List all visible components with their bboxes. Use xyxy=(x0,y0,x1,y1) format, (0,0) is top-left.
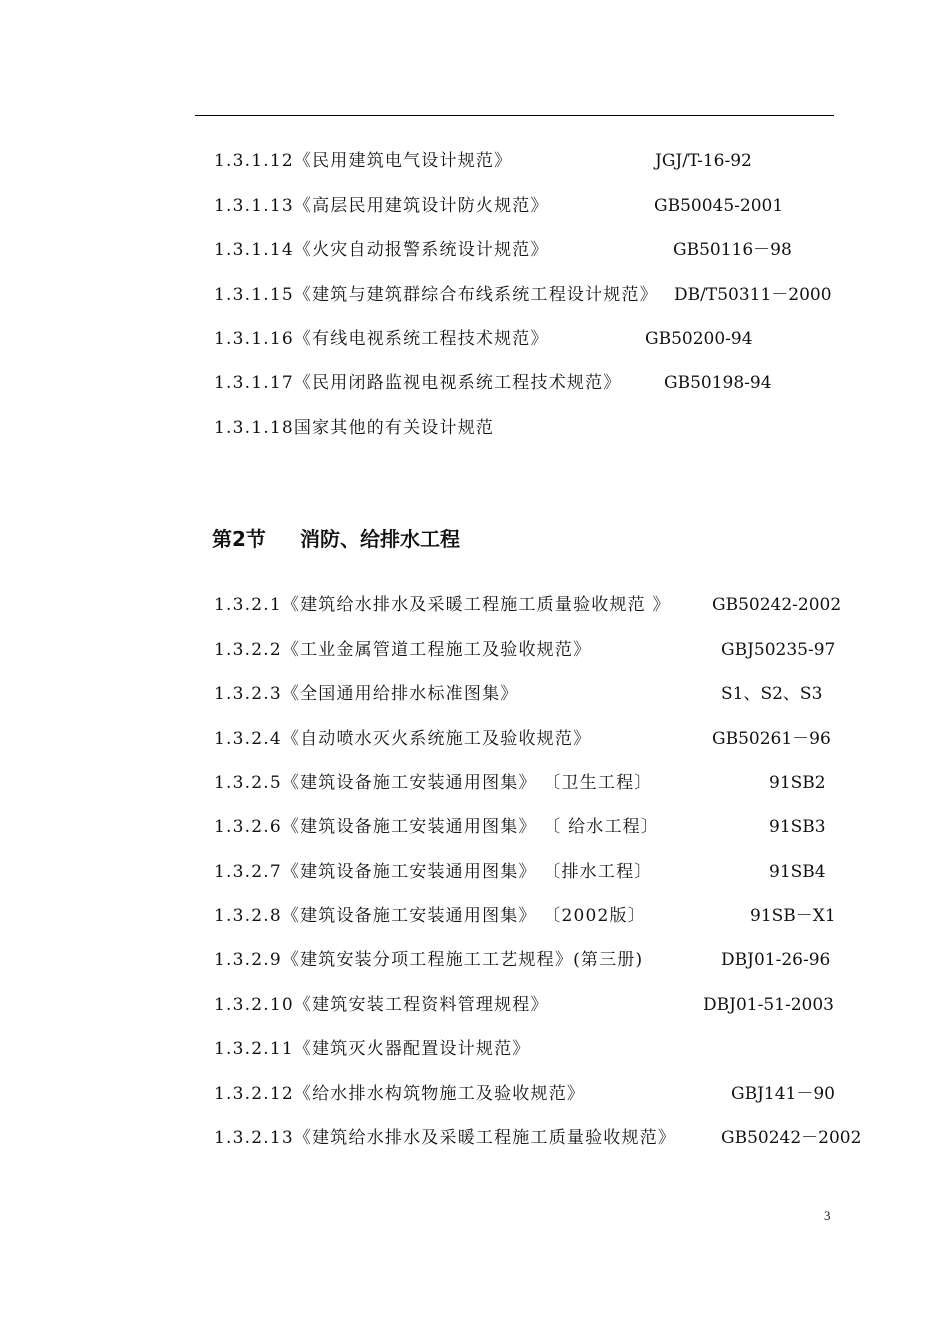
standard-title: 1.3.2.13《建筑给水排水及采暖工程施工质量验收规范》 xyxy=(214,1128,677,1148)
standard-code: GBJ50235-97 xyxy=(721,640,836,660)
standard-code: DBJ01-51-2003 xyxy=(703,995,834,1015)
standard-code: GBJ141－90 xyxy=(731,1084,835,1104)
section-title: 消防、给排水工程 xyxy=(300,527,460,551)
page-number: 3 xyxy=(824,1208,831,1223)
standard-title: 1.3.2.9《建筑安装分项工程施工工艺规程》(第三册) xyxy=(214,950,644,970)
standard-title: 1.3.1.17《民用闭路监视电视系统工程技术规范》 xyxy=(214,373,622,393)
standard-code: 91SB－X1 xyxy=(750,906,836,926)
list-item xyxy=(0,770,950,796)
standard-code: GB50045-2001 xyxy=(654,196,784,216)
list-item xyxy=(0,326,950,352)
section-heading xyxy=(212,524,460,554)
list-item xyxy=(0,726,950,752)
standard-code: DBJ01-26-96 xyxy=(721,950,831,970)
standard-title: 1.3.2.12《给水排水构筑物施工及验收规范》 xyxy=(214,1084,586,1104)
list-item xyxy=(0,415,950,441)
standard-title: 1.3.2.2《工业金属管道工程施工及验收规范》 xyxy=(214,640,592,660)
list-item xyxy=(0,148,950,174)
list-item xyxy=(0,193,950,219)
standard-code: GB50261－96 xyxy=(712,729,831,749)
standard-title: 1.3.2.5《建筑设备施工安装通用图集》 〔卫生工程〕 xyxy=(214,773,653,793)
standard-title: 1.3.2.3《全国通用给排水标准图集》 xyxy=(214,684,519,704)
list-item xyxy=(0,237,950,263)
standard-title: 1.3.1.15《建筑与建筑群综合布线系统工程设计规范》 xyxy=(214,285,658,305)
section-number: 第2节 xyxy=(212,527,266,551)
standard-title: 1.3.2.6《建筑设备施工安装通用图集》 〔 给水工程〕 xyxy=(214,817,660,837)
list-item xyxy=(0,903,950,929)
standard-title: 1.3.1.18国家其他的有关设计规范 xyxy=(214,418,495,438)
standard-title: 1.3.2.8《建筑设备施工安装通用图集》 〔2002版〕 xyxy=(214,906,646,926)
list-item xyxy=(0,681,950,707)
standard-code: 91SB4 xyxy=(769,862,826,882)
standard-code: GB50242－2002 xyxy=(721,1128,862,1148)
standard-title: 1.3.2.11《建筑灭火器配置设计规范》 xyxy=(214,1039,531,1059)
list-item xyxy=(0,947,950,973)
standard-code: S1、S2、S3 xyxy=(721,684,823,704)
standard-title: 1.3.1.16《有线电视系统工程技术规范》 xyxy=(214,329,549,349)
standard-title: 1.3.1.12《民用建筑电气设计规范》 xyxy=(214,151,513,171)
standard-title: 1.3.2.10《建筑安装工程资料管理规程》 xyxy=(214,995,549,1015)
list-item xyxy=(0,370,950,396)
standard-code: 91SB3 xyxy=(769,817,826,837)
standard-code: 91SB2 xyxy=(769,773,826,793)
standard-title: 1.3.2.4《自动喷水灭火系统施工及验收规范》 xyxy=(214,729,592,749)
list-item xyxy=(0,859,950,885)
standard-title: 1.3.1.14《火灾自动报警系统设计规范》 xyxy=(214,240,549,260)
list-item xyxy=(0,992,950,1018)
standard-title: 1.3.1.13《高层民用建筑设计防火规范》 xyxy=(214,196,549,216)
list-item xyxy=(0,1125,950,1151)
standard-code: GB50200-94 xyxy=(645,329,753,349)
header-rule xyxy=(195,115,834,116)
standard-code: DB/T50311－2000 xyxy=(674,285,832,305)
list-item xyxy=(0,282,950,308)
list-item xyxy=(0,814,950,840)
list-item xyxy=(0,1081,950,1107)
standard-code: GB50198-94 xyxy=(664,373,772,393)
list-item xyxy=(0,637,950,663)
list-item xyxy=(0,1036,950,1062)
standard-code: GB50242-2002 xyxy=(712,595,842,615)
standard-title: 1.3.2.7《建筑设备施工安装通用图集》 〔排水工程〕 xyxy=(214,862,653,882)
standard-code: JGJ/T-16-92 xyxy=(655,151,752,171)
standard-code: GB50116－98 xyxy=(673,240,792,260)
standard-title: 1.3.2.1《建筑给水排水及采暖工程施工质量验收规范 》 xyxy=(214,595,671,615)
list-item xyxy=(0,592,950,618)
